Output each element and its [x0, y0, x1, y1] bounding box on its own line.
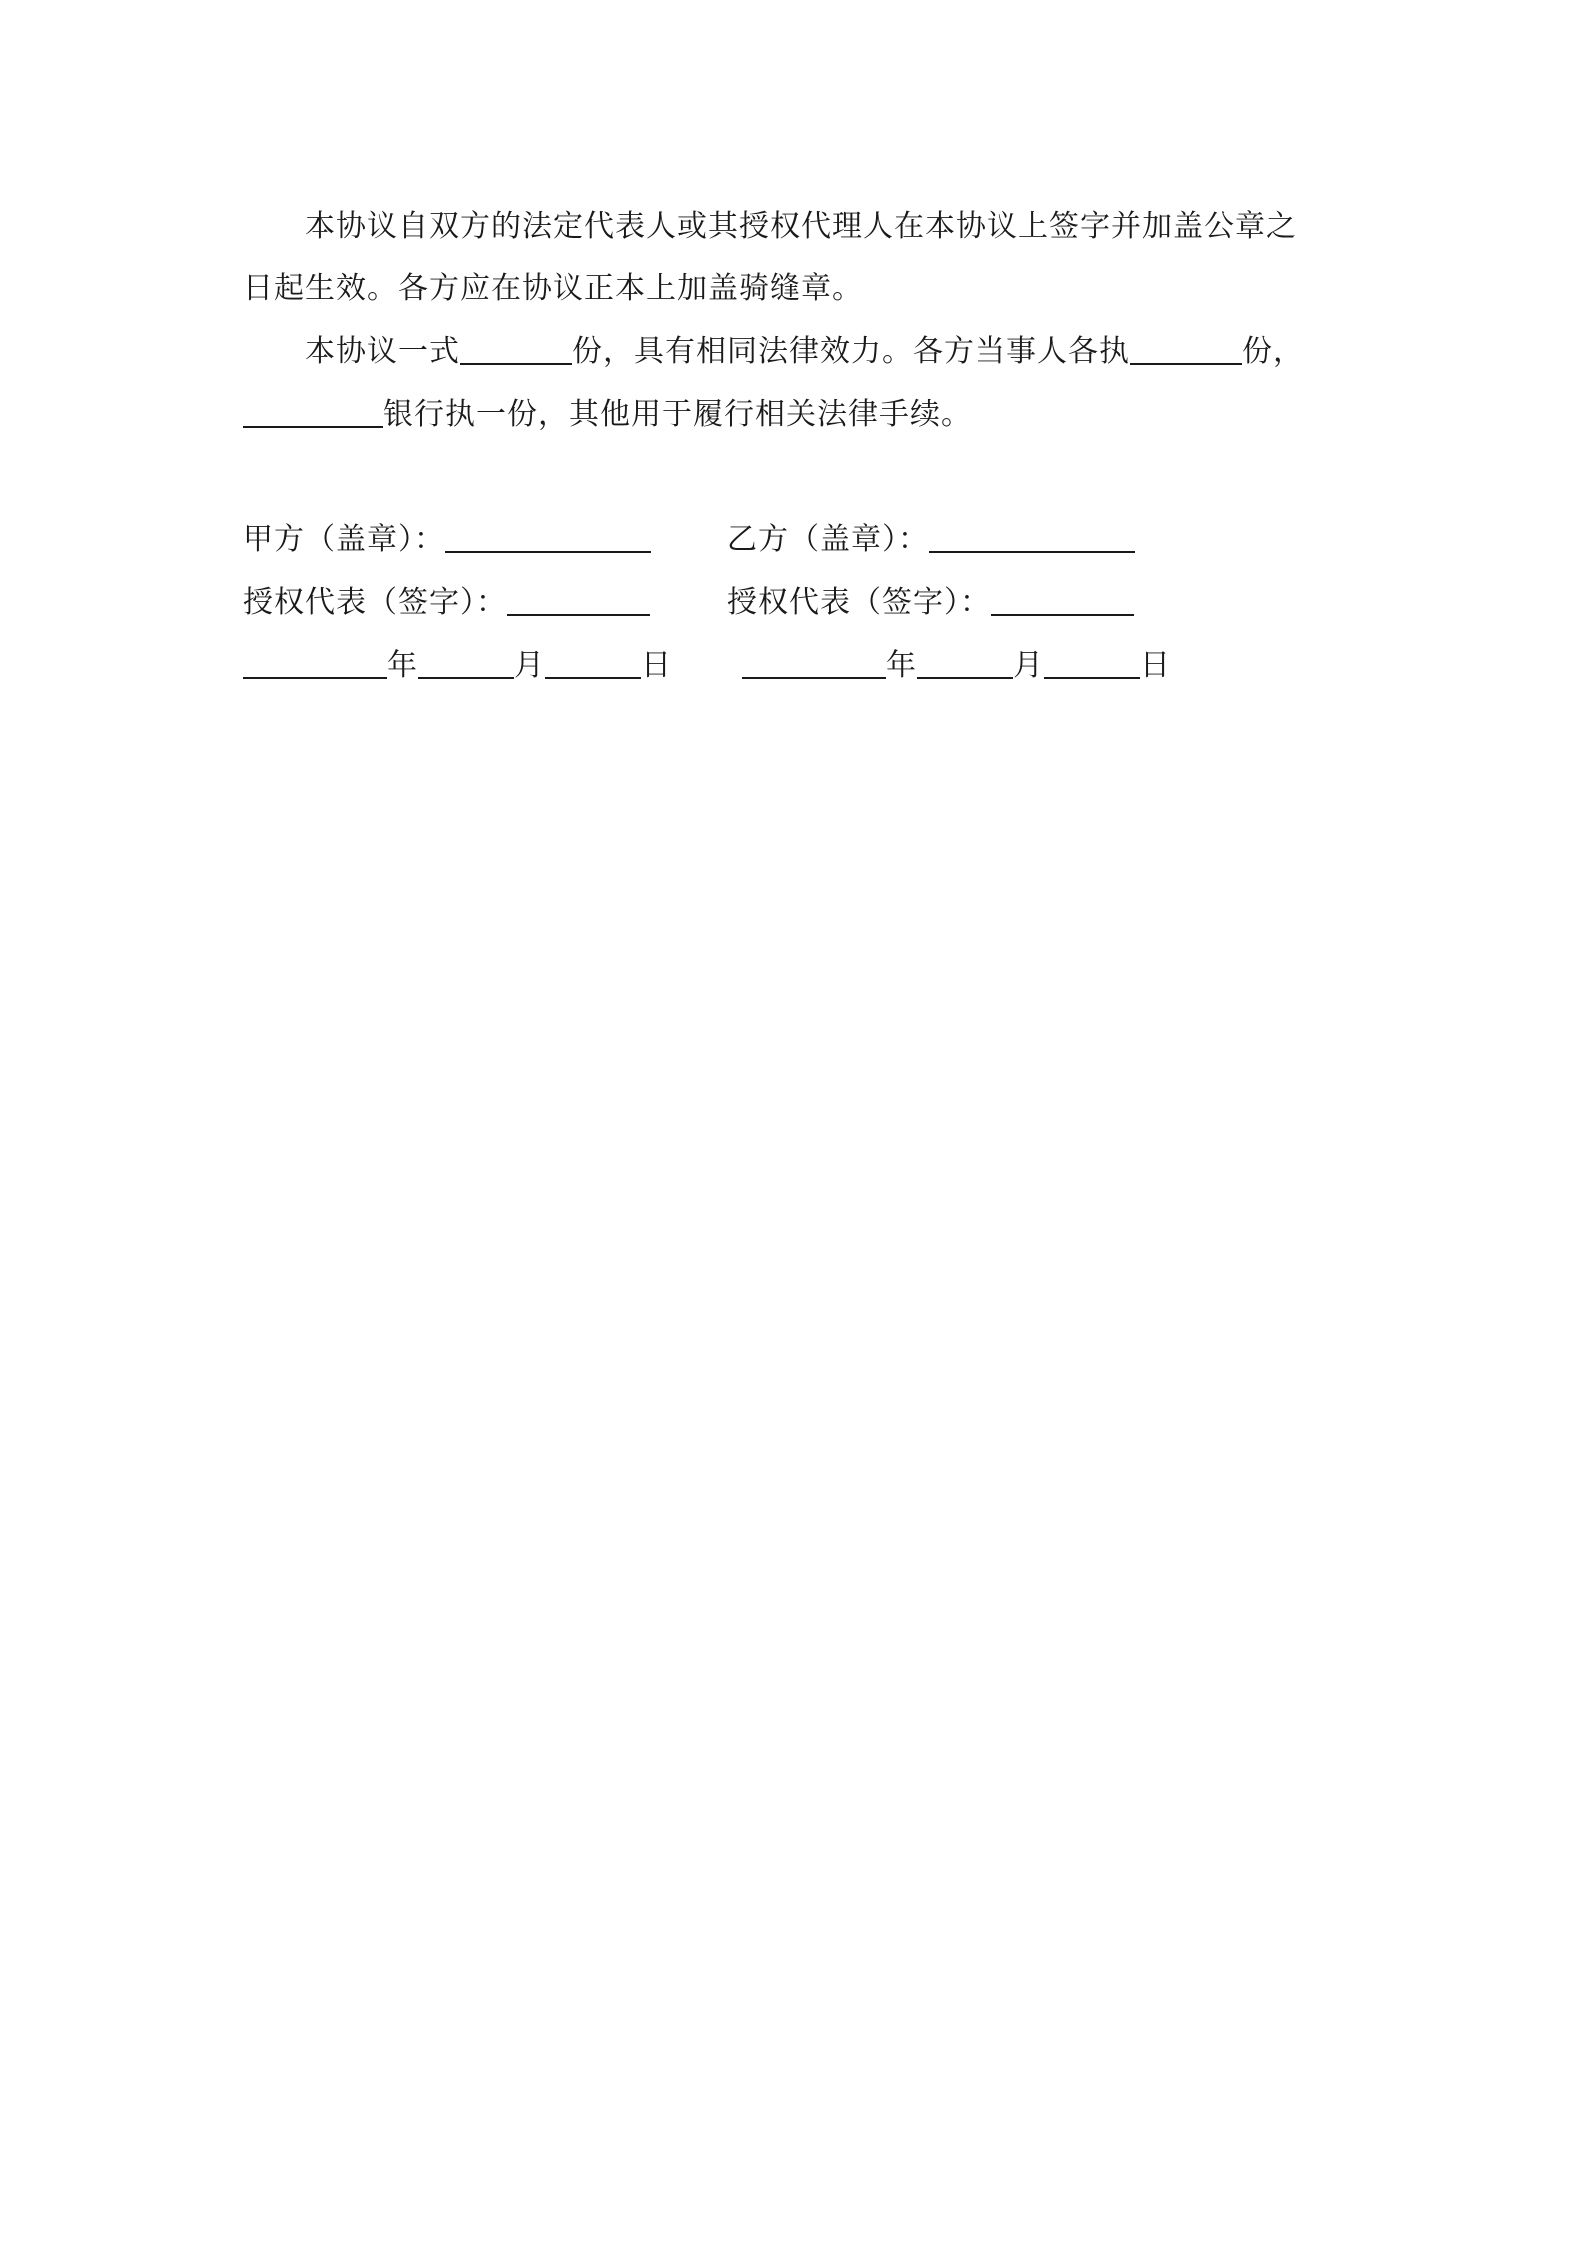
- party-a-month-blank[interactable]: [418, 647, 514, 679]
- copies-clause-text-d: 银行执一份，其他用于履行相关法律手续。: [383, 397, 972, 432]
- party-a-seal-label: 甲方（盖章）：: [243, 522, 445, 557]
- party-b-month-blank[interactable]: [917, 647, 1013, 679]
- effect-clause-line-2: [243, 265, 1363, 313]
- effect-clause-text-1: 本协议自双方的法定代表人或其授权代理人在本协议上签字并加盖公章之: [305, 209, 1297, 244]
- copies-clause-line-1: [243, 328, 1425, 376]
- party-a-date-row: [243, 646, 672, 686]
- party-b-date-row: [742, 646, 1171, 686]
- party-a-day-blank[interactable]: [545, 647, 641, 679]
- bank-name-blank[interactable]: [243, 396, 383, 428]
- copies-clause-text-b: 份，具有相同法律效力。各方当事人各执: [572, 334, 1130, 369]
- party-a-rep-row: [243, 583, 650, 623]
- party-a-day-label: 日: [641, 648, 672, 683]
- party-b-seal-row: [727, 520, 1135, 560]
- party-b-rep-label: 授权代表（签字）：: [727, 585, 991, 620]
- effect-clause-text-2: 日起生效。各方应在协议正本上加盖骑缝章。: [243, 271, 863, 306]
- party-b-year-label: 年: [886, 648, 917, 683]
- party-a-year-blank[interactable]: [243, 647, 387, 679]
- effect-clause-line-1: [243, 203, 1425, 251]
- party-a-seal-blank[interactable]: [445, 521, 651, 553]
- party-a-seal-row: [243, 520, 651, 560]
- copies-clause-line-2: [243, 391, 1363, 439]
- party-a-year-label: 年: [387, 648, 418, 683]
- party-a-rep-label: 授权代表（签字）：: [243, 585, 507, 620]
- party-b-month-label: 月: [1013, 648, 1044, 683]
- total-copies-blank[interactable]: [460, 333, 572, 365]
- party-b-day-blank[interactable]: [1044, 647, 1140, 679]
- party-b-seal-label: 乙方（盖章）：: [727, 522, 929, 557]
- copies-clause-text-a: 本协议一式: [305, 334, 460, 369]
- party-a-rep-blank[interactable]: [507, 584, 650, 616]
- party-b-seal-blank[interactable]: [929, 521, 1135, 553]
- party-b-day-label: 日: [1140, 648, 1171, 683]
- party-b-year-blank[interactable]: [742, 647, 886, 679]
- each-party-copies-blank[interactable]: [1130, 333, 1242, 365]
- copies-clause-text-c: 份，: [1242, 334, 1304, 369]
- party-b-rep-row: [727, 583, 1134, 623]
- party-b-rep-blank[interactable]: [991, 584, 1134, 616]
- party-a-month-label: 月: [514, 648, 545, 683]
